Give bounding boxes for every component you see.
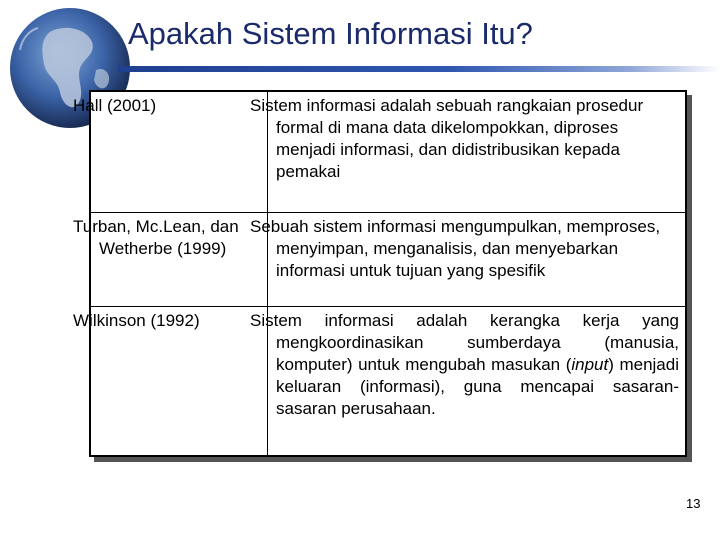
definition-text: Sebuah sistem informasi mengumpulkan, memproses, menyimpan, menganalisis, dan menyebarkan informasi untuk tujuan yang spesifik bbox=[268, 213, 687, 306]
definition-source: Hall (2001) bbox=[90, 91, 268, 213]
definition-source: Turban, Mc.Lean, dan Wetherbe (1999) bbox=[90, 213, 268, 306]
definition-source: Wilkinson (1992) bbox=[90, 306, 268, 456]
definition-text-italic: input bbox=[571, 354, 609, 374]
definition-text: Sistem informasi adalah sebuah rangkaian prosedur formal di mana data dikelompokkan, diproses menjadi informasi, dan didistribusikan kepada pemakai bbox=[268, 91, 687, 213]
table-row bbox=[90, 306, 686, 456]
title-underline bbox=[118, 66, 720, 72]
table-row bbox=[90, 91, 686, 213]
definition-text-part: Sistem informasi adalah kerangka kerja yang mengkoordinasikan sumberdaya (manusia, komputer) untuk mengubah masukan ( bbox=[250, 310, 679, 374]
definitions-table bbox=[73, 90, 687, 457]
slide-title: Apakah Sistem Informasi Itu? bbox=[128, 16, 533, 51]
page-number: 13 bbox=[686, 496, 701, 511]
definition-text bbox=[250, 306, 687, 456]
table-row bbox=[90, 213, 686, 306]
definition-text-part: ) menjadi keluaran (informasi), guna mencapai sasaran-sasaran perusahaan. bbox=[276, 354, 679, 418]
